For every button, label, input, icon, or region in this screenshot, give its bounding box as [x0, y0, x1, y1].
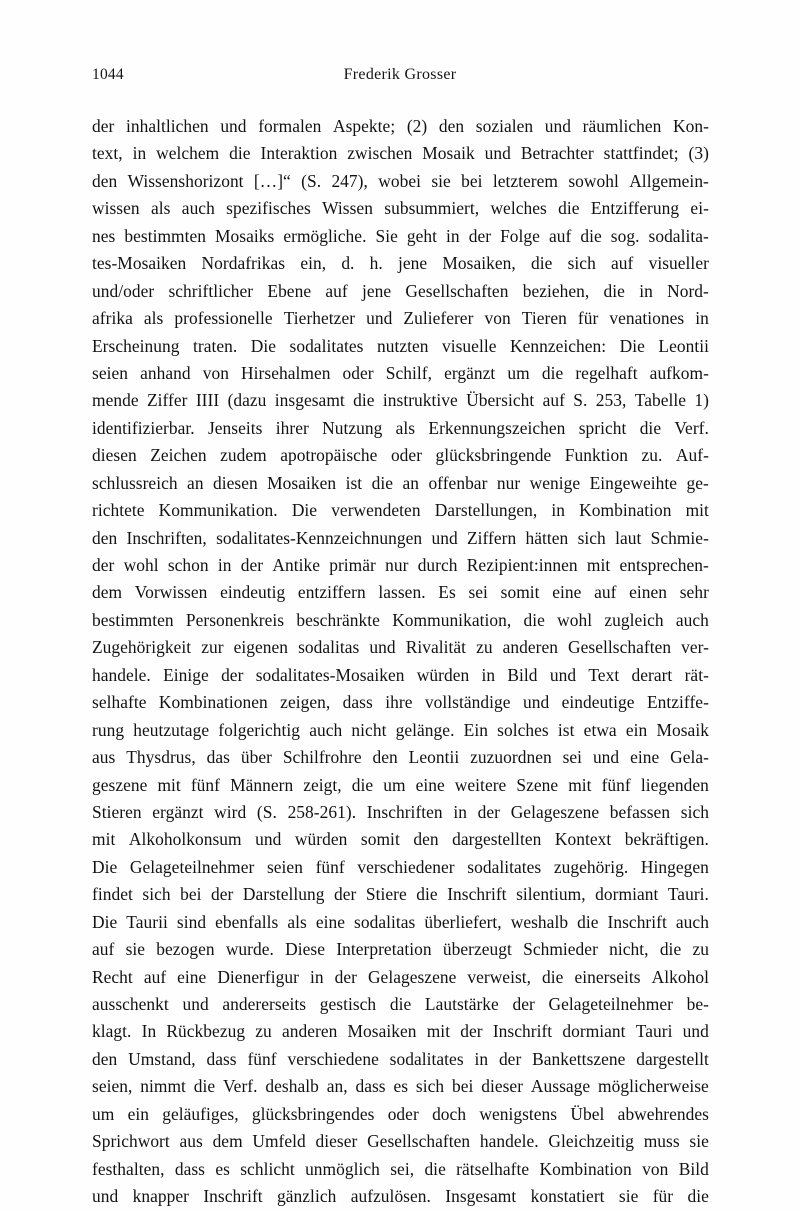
body-line: identifizierbar. Jenseits ihrer Nutzung als Erkennungszeichen spricht die Verf. [92, 417, 709, 438]
body-line: richtete Kommunikation. Die verwendeten Darstellungen, in Kombination mit [92, 500, 709, 521]
body-line: nes bestimmten Mosaiks ermögliche. Sie geht in der Folge auf die sog. sodalita- [92, 225, 709, 246]
body-line: den Inschriften, sodalitates-Kennzeichnungen und Ziffern hätten sich laut Schmie- [92, 527, 709, 548]
running-head-author: Frederik Grosser [343, 66, 457, 83]
body-line: aus Thysdrus, das über Schilfrohre den Leontii zuzuordnen sei und eine Gela- [92, 747, 709, 768]
body-line: Die Gelageteilnehmer seien fünf verschiedener sodalitates zugehörig. Hingegen [92, 856, 709, 877]
running-head [92, 66, 708, 90]
body-line: festhalten, dass es schlicht unmöglich sei, die rätselhafte Kombination von Bild [92, 1158, 709, 1179]
body-line: der wohl schon in der Antike primär nur durch Rezipient:innen mit entsprechen- [92, 555, 709, 575]
body-line: auf sie bezogen wurde. Diese Interpretation überzeugt Schmieder nicht, die zu [92, 939, 709, 960]
body-line: Stieren ergänzt wird (S. 258-261). Inschriften in der Gelageszene befassen sich [92, 801, 709, 822]
body-line: und knapper Inschrift gänzlich aufzulösen. Insgesamt konstatiert sie für die [92, 1186, 709, 1207]
body-text-block [92, 113, 709, 1211]
body-line: seien anhand von Hirsehalmen oder Schilf, ergänzt um die regelhaft aufkom- [92, 362, 709, 383]
body-line: ausschenkt und andererseits gestisch die Lautstärke der Gelageteilnehmer be- [92, 994, 709, 1014]
body-line: diesen Zeichen zudem apotropäische oder glücksbringende Funktion zu. Auf- [92, 445, 709, 466]
body-line: Erscheinung traten. Die sodalitates nutzten visuelle Kennzeichen: Die Leontii [92, 335, 709, 356]
body-line: schlussreich an diesen Mosaiken ist die an offenbar nur wenige Eingeweihte ge- [92, 472, 709, 493]
body-line: um ein geläufiges, glücksbringendes oder doch wenigstens Übel abwehrendes [92, 1103, 709, 1124]
body-line: selhafte Kombinationen zeigen, dass ihre vollständige und eindeutige Entziffe- [92, 692, 709, 713]
body-line: seien, nimmt die Verf. deshalb an, dass es sich bei dieser Aussage möglicherweise [92, 1076, 709, 1097]
body-line: den Wissenshorizont […]“ (S. 247), wobei sie bei letzterem sowohl Allgemein- [92, 170, 709, 191]
body-line: bestimmten Personenkreis beschränkte Kommunikation, die wohl zugleich auch [92, 609, 709, 630]
body-line: Zugehörigkeit zur eigenen sodalitas und Rivalität zu anderen Gesellschaften ver- [92, 637, 709, 658]
body-line: dem Vorwissen eindeutig entziffern lassen. Es sei somit eine auf einen sehr [92, 582, 709, 603]
body-line: findet sich bei der Darstellung der Stiere die Inschrift silentium, dormiant Tauri. [92, 884, 709, 905]
body-line: Recht auf eine Dienerfigur in der Gelageszene verweist, die einerseits Alkohol [92, 966, 709, 987]
body-line: geszene mit fünf Männern zeigt, die um eine weitere Szene mit fünf liegenden [92, 774, 709, 795]
body-line: Sprichwort aus dem Umfeld dieser Gesellschaften handele. Gleichzeitig muss sie [92, 1131, 709, 1152]
body-line: text, in welchem die Interaktion zwischen Mosaik und Betrachter stattfindet; (3) [92, 143, 709, 164]
body-line: der inhaltlichen und formalen Aspekte; (2) den sozialen und räumlichen Kon- [92, 116, 709, 136]
body-line: den Umstand, dass fünf verschiedene sodalitates in der Bankettszene dargestellt [92, 1048, 709, 1069]
body-line: mende Ziffer IIII (dazu insgesamt die instruktive Übersicht auf S. 253, Tabelle 1) [92, 390, 709, 411]
body-line: mit Alkoholkonsum und würden somit den dargestellten Kontext bekräftigen. [92, 829, 709, 850]
body-line: afrika als professionelle Tierhetzer und Zulieferer von Tieren für venationes in [92, 308, 709, 329]
body-line: klagt. In Rückbezug zu anderen Mosaiken mit der Inschrift dormiant Tauri und [92, 1021, 709, 1042]
body-line: handele. Einige der sodalitates-Mosaiken würden in Bild und Text derart rät- [92, 664, 709, 685]
body-line: rung heutzutage folgerichtig auch nicht gelänge. Ein solches ist etwa ein Mosaik [92, 719, 709, 740]
page-number: 1044 [92, 66, 124, 83]
body-line: und/oder schriftlicher Ebene auf jene Gesellschaften beziehen, die in Nord- [92, 280, 709, 301]
body-line: tes-Mosaiken Nordafrikas ein, d. h. jene Mosaiken, die sich auf visueller [92, 253, 709, 274]
body-line: wissen als auch spezifisches Wissen subsummiert, welches die Entzifferung ei- [92, 198, 709, 219]
body-line: Die Taurii sind ebenfalls als eine sodalitas überliefert, weshalb die Inschrift auch [92, 911, 709, 932]
